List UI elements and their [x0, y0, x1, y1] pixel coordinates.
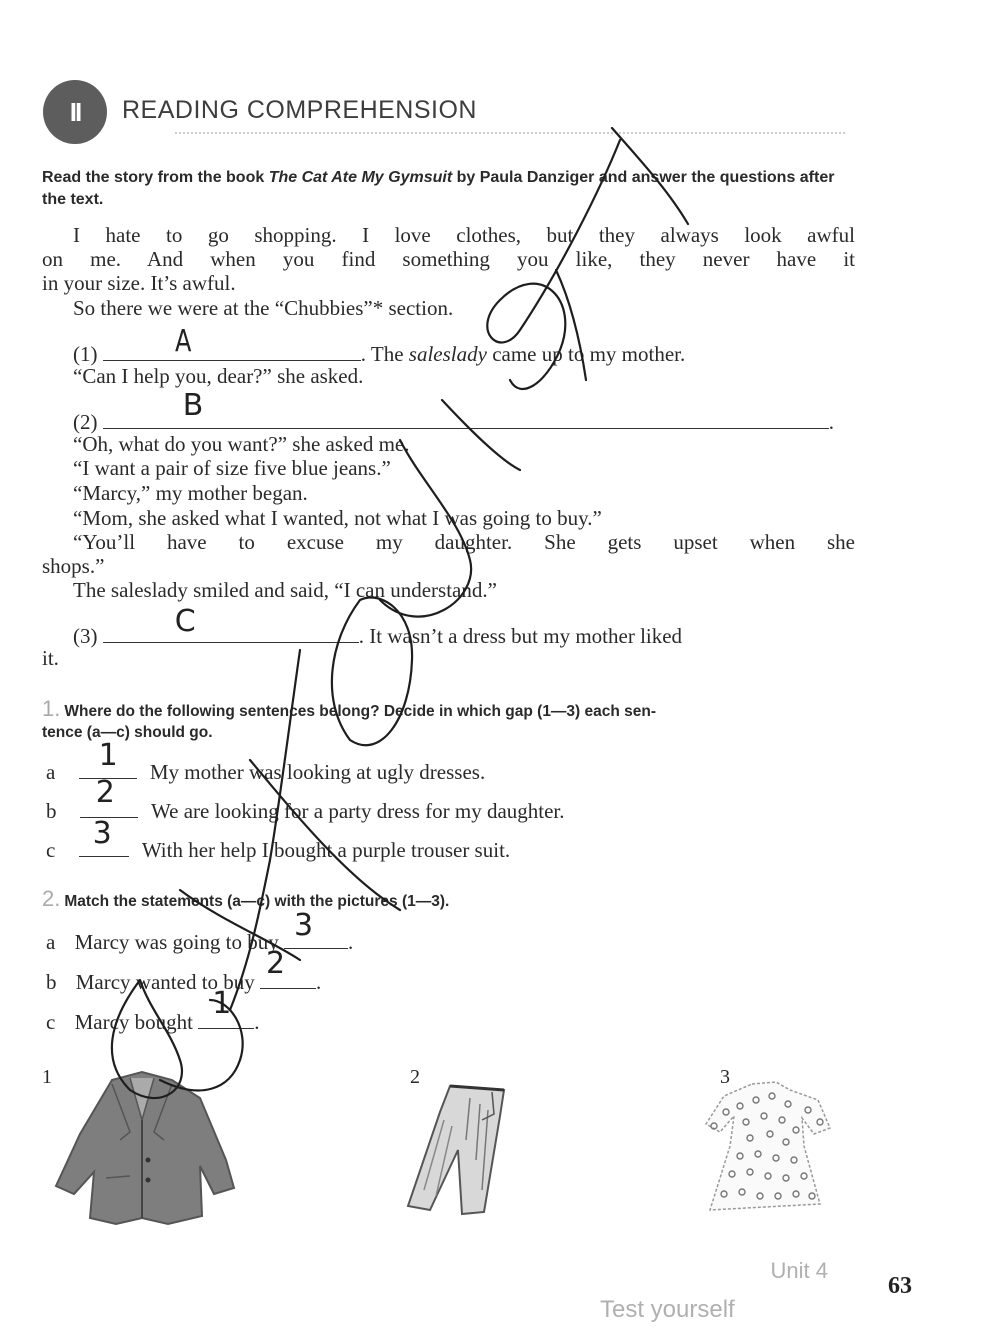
gap-2-answer: B: [182, 388, 204, 423]
suit-jacket-icon: [50, 1068, 240, 1230]
story-line: So there we were at the “Chubbies”* section.: [73, 296, 454, 320]
task-1-answer: 3: [92, 816, 112, 851]
polka-dot-dress-icon: [690, 1076, 840, 1216]
task-1-answer-field[interactable]: [79, 816, 129, 857]
gap-1-answer: A: [174, 324, 192, 359]
gap-1-line: (1) A . The saleslady came up to my mother.: [73, 324, 686, 366]
story-line: it.: [42, 646, 59, 670]
reading-instruction: Read the story from the book The Cat Ate My Gymsuit by Paula Danziger and answer the questions after the text.: [42, 169, 835, 208]
task-1-item-a: a 1 My mother was looking at ugly dresses.: [46, 738, 486, 784]
story-line: “Oh, what do you want?” she asked me.: [73, 432, 410, 456]
jeans-icon: [400, 1080, 510, 1220]
task-1-answer: 1: [98, 738, 118, 773]
task-2-number: 2.: [42, 886, 61, 911]
gap-3-answer: C: [174, 604, 196, 639]
story-line: shops.”: [42, 554, 105, 578]
task-2-item-b: b Marcy wanted to buy 2 .: [46, 946, 322, 994]
task-2-answer-field[interactable]: [198, 986, 254, 1029]
story-line: “Can I help you, dear?” she asked.: [73, 364, 364, 388]
story-line: “I want a pair of size five blue jeans.”: [73, 456, 391, 480]
task-2-item-a: a Marcy was going to buy 3 .: [46, 908, 354, 954]
task-2-answer-field[interactable]: [260, 946, 316, 989]
task-2-answer: 1: [212, 986, 232, 1021]
story-line: I hate to go shopping. I love clothes, but they always look awful: [73, 223, 855, 247]
task-2-answer: 2: [266, 946, 286, 981]
story-line: “Mom, she asked what I wanted, not what I was going to buy.”: [73, 506, 602, 530]
picture-1-label: 1: [42, 1066, 52, 1088]
section-badge: II: [43, 80, 107, 144]
story-line: in your size. It’s awful.: [42, 271, 236, 295]
unit-label: Unit 4: [770, 1258, 828, 1283]
gap-3-line: (3) C . It wasn’t a dress but my mother liked: [73, 604, 683, 648]
task-1-number: 1.: [42, 696, 61, 721]
gap-1-field[interactable]: [103, 324, 361, 361]
task-1-instruction: 1. Where do the following sentences belong? Decide in which gap (1—3) each sen-: [42, 696, 657, 721]
task-1-item-c: c 3 With her help I bought a purple trouser suit.: [46, 816, 511, 862]
story-line: “You’ll have to excuse my daughter. She gets upset when she: [73, 530, 855, 554]
story-line: on me. And when you find something you like, they never have it: [42, 247, 855, 271]
task-1-item-b: b 2 We are looking for a party dress for my daughter.: [46, 775, 565, 823]
task-1-instruction-cont: tence (a—c) should go.: [42, 724, 213, 741]
test-yourself-label: Test yourself: [600, 1296, 735, 1323]
gap-2-line: (2) B .: [73, 388, 834, 434]
gap-3-field[interactable]: [103, 604, 359, 643]
page-number: 63: [888, 1273, 912, 1299]
task-1-answer-field[interactable]: [80, 775, 138, 818]
picture-2-label: 2: [410, 1066, 420, 1088]
story-line: “Marcy,” my mother began.: [73, 481, 308, 505]
task-2-instruction: 2. Match the statements (a—c) with the pictures (1—3).: [42, 886, 450, 911]
task-2-item-c: c Marcy bought 1 .: [46, 986, 260, 1034]
picture-3-label: 3: [720, 1066, 730, 1088]
section-title: READING COMPREHENSION: [122, 96, 477, 124]
header-divider: [175, 132, 845, 134]
task-2-answer: 3: [293, 908, 314, 943]
task-1-answer: 2: [95, 775, 115, 810]
task-2-answer-field[interactable]: [284, 908, 348, 949]
story-line: The saleslady smiled and said, “I can understand.”: [73, 578, 497, 602]
